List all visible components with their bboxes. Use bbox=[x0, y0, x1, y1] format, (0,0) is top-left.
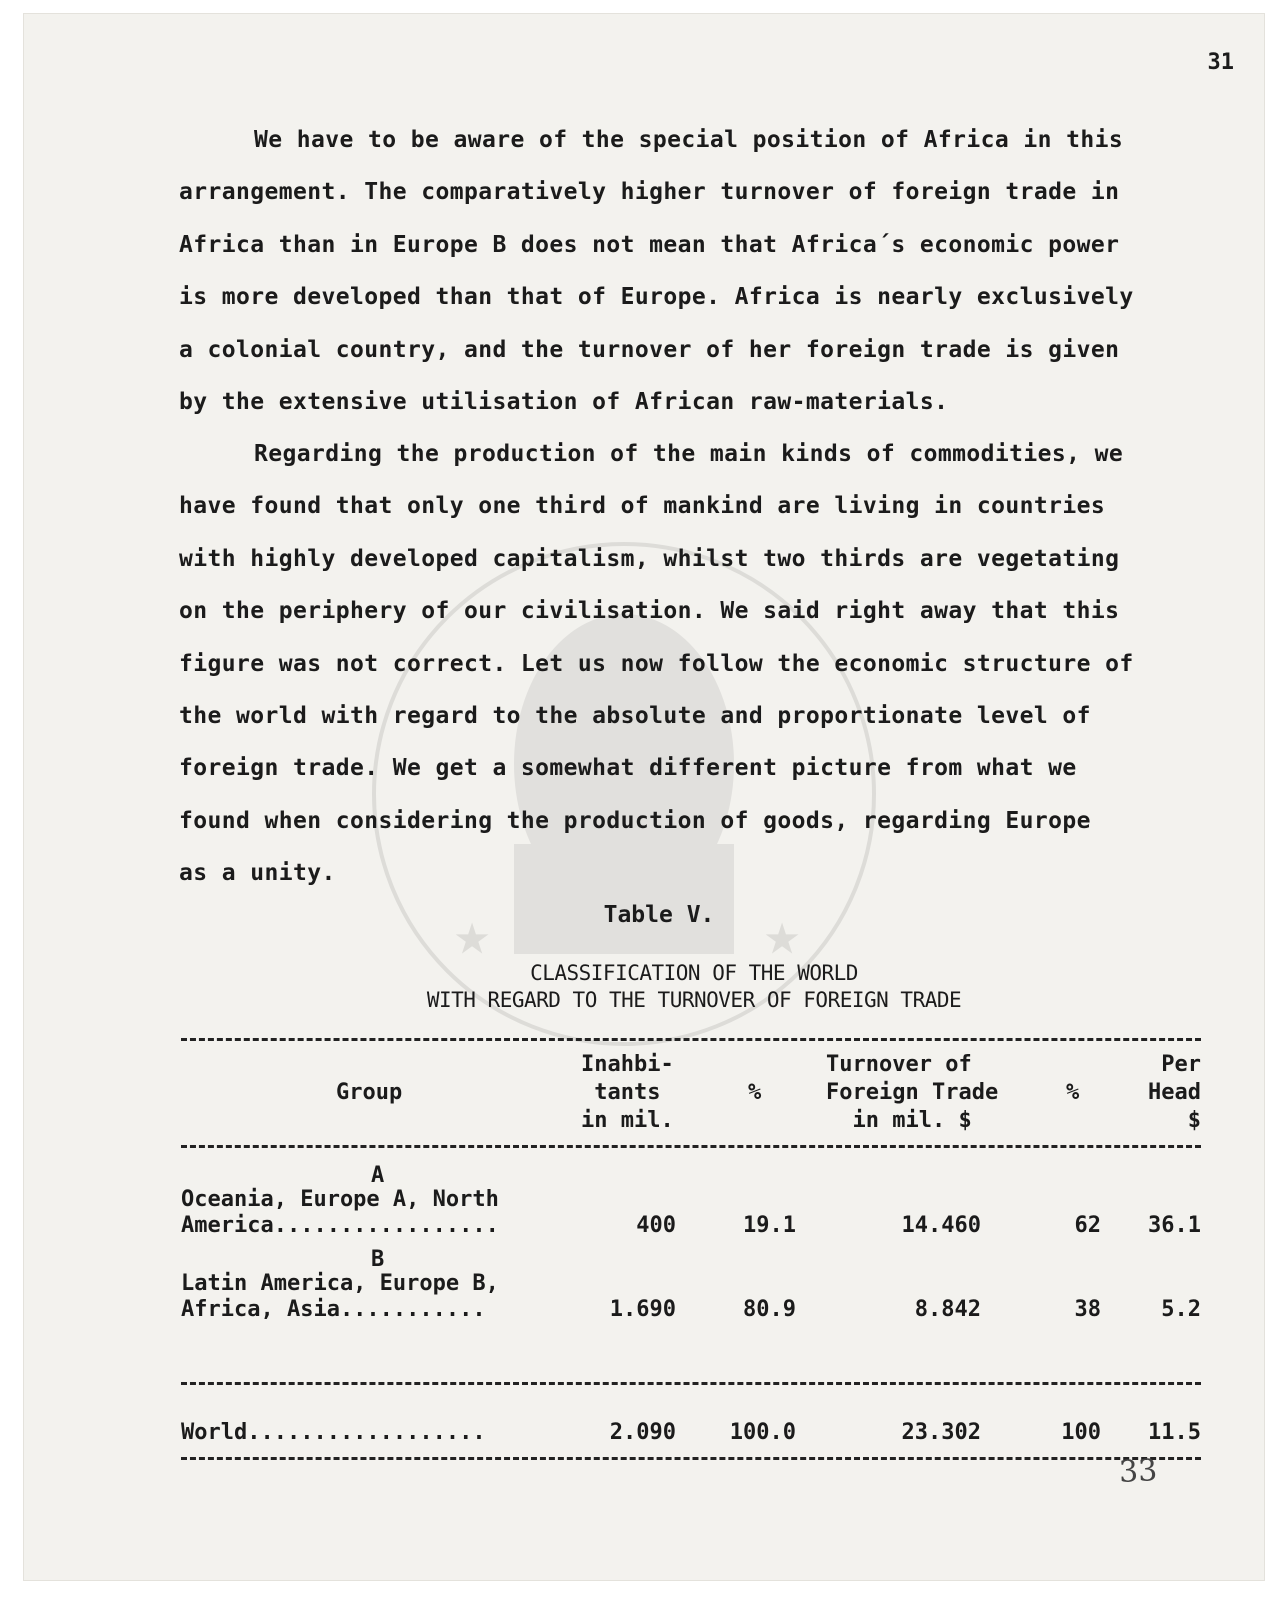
text-line: as a unity. bbox=[179, 860, 336, 887]
table-total-row bbox=[181, 1385, 1201, 1457]
text-line: is more developed than that of Europe. Africa is nearly exclusively bbox=[179, 284, 1134, 311]
group-name: America................. bbox=[181, 1213, 499, 1238]
classification-table bbox=[181, 1038, 1201, 1460]
table-label: Table V. bbox=[603, 902, 715, 928]
col-header-turnover-percent: % bbox=[1066, 1080, 1080, 1105]
percent-value: 80.9 bbox=[743, 1297, 796, 1322]
col-header-group: Group bbox=[336, 1080, 403, 1105]
svg-text:★: ★ bbox=[454, 899, 491, 969]
table-heading-line-1: CLASSIFICATION OF THE WORLD bbox=[530, 961, 858, 985]
text-line: Africa than in Europe B does not mean that Africa´s economic power bbox=[179, 231, 1120, 258]
paragraph-2 bbox=[179, 428, 1229, 900]
percent-value: 19.1 bbox=[743, 1213, 796, 1238]
inhabitants-value: 1.690 bbox=[609, 1297, 676, 1322]
text-line: a colonial country, and the turnover of her foreign trade is given bbox=[179, 336, 1120, 363]
text-line: with highly developed capitalism, whilst two thirds are vegetating bbox=[179, 545, 1120, 572]
text-line: have found that only one third of mankind are living in countries bbox=[179, 493, 1106, 520]
group-name: Oceania, Europe A, North bbox=[181, 1187, 499, 1212]
dashed-rule bbox=[181, 1145, 1201, 1148]
per-head-total: 11.5 bbox=[1148, 1420, 1201, 1445]
inhabitants-value: 400 bbox=[636, 1213, 676, 1238]
text-line: on the periphery of our civilisation. We said right away that this bbox=[179, 598, 1120, 625]
group-letter: A bbox=[371, 1163, 385, 1188]
page-number: 31 bbox=[1207, 50, 1234, 75]
total-name: World.................. bbox=[181, 1420, 486, 1445]
percent-total: 100.0 bbox=[729, 1420, 796, 1445]
document-page bbox=[24, 14, 1264, 1580]
turnover-total: 23.302 bbox=[901, 1420, 981, 1445]
per-head-value: 36.1 bbox=[1148, 1213, 1201, 1238]
turnover-percent-value: 38 bbox=[1074, 1297, 1101, 1322]
col-header-per-head: Per Head $ bbox=[1148, 1052, 1201, 1133]
text-line: figure was not correct. Let us now follow the economic structure of bbox=[179, 650, 1134, 677]
text-line: found when considering the production of goods, regarding Europe bbox=[179, 807, 1091, 834]
col-header-inhabitants: Inahbi- tants in mil. bbox=[581, 1052, 674, 1133]
turnover-value: 14.460 bbox=[901, 1213, 981, 1238]
group-letter: B bbox=[371, 1247, 385, 1272]
inhabitants-total: 2.090 bbox=[609, 1420, 676, 1445]
text-line: We have to be aware of the special position of Africa in this bbox=[254, 127, 1124, 153]
group-name: Africa, Asia........... bbox=[181, 1297, 486, 1322]
text-line: arrangement. The comparatively higher turnover of foreign trade in bbox=[179, 179, 1120, 206]
turnover-percent-value: 62 bbox=[1074, 1213, 1101, 1238]
paragraph-1 bbox=[179, 114, 1229, 428]
svg-text:★: ★ bbox=[764, 899, 801, 969]
dashed-rule bbox=[181, 1457, 1201, 1460]
turnover-percent-total: 100 bbox=[1061, 1420, 1101, 1445]
turnover-value: 8.842 bbox=[914, 1297, 981, 1322]
table-header-row bbox=[181, 1041, 1201, 1145]
table-heading bbox=[324, 960, 1064, 1014]
table-heading-line-2: WITH REGARD TO THE TURNOVER OF FOREIGN TRADE bbox=[426, 988, 962, 1012]
text-line: by the extensive utilisation of African raw-materials. bbox=[179, 388, 949, 415]
group-name: Latin America, Europe B, bbox=[181, 1271, 499, 1296]
table-row bbox=[181, 1162, 1201, 1242]
text-line: Regarding the production of the main kinds of commodities, we bbox=[254, 441, 1124, 467]
col-header-turnover: Turnover of Foreign Trade in mil. $ bbox=[826, 1052, 999, 1133]
text-line: the world with regard to the absolute and proportionate level of bbox=[179, 702, 1091, 729]
text-line: foreign trade. We get a somewhat different picture from what we bbox=[179, 755, 1077, 782]
per-head-value: 5.2 bbox=[1161, 1297, 1201, 1322]
col-header-percent: % bbox=[748, 1080, 762, 1105]
table-row bbox=[181, 1242, 1201, 1338]
handwritten-page-number: 33 bbox=[1118, 1453, 1159, 1490]
